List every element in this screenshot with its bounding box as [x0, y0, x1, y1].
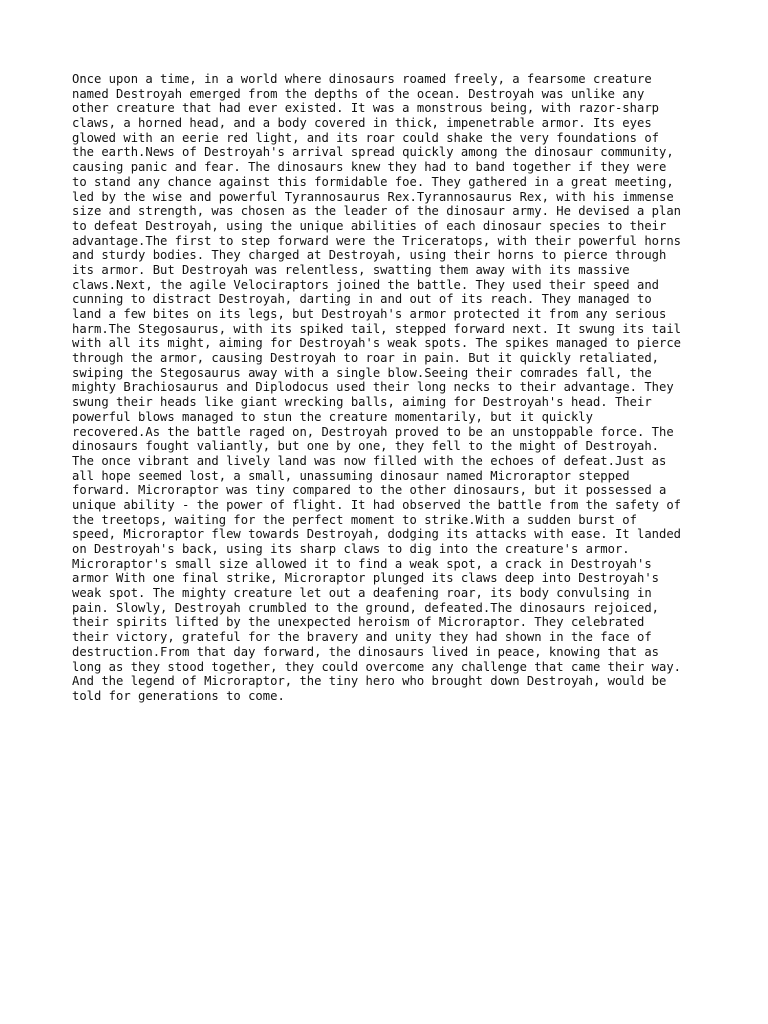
text-line: to stand any chance against this formidable foe. They gathered in a great meeting, [72, 174, 674, 189]
text-line: land a few bites on its legs, but Destroyah's armor protected it from any serious [72, 307, 667, 321]
text-line: armor With one final strike, Microraptor plunged its claws deep into Destroyah's [72, 571, 659, 586]
text-line: dinosaurs fought valiantly, but one by one, they fell to the might of Destroyah. [72, 439, 659, 454]
text-line: the earth.News of Destroyah's arrival spread quickly among the dinosaur community, [72, 145, 674, 160]
text-line: their spirits lifted by the unexpected heroism of Microraptor. They celebrated [72, 615, 645, 630]
text-line: claws.Next, the agile Velociraptors joined the battle. They used their speed and [72, 277, 659, 292]
text-line: mighty Brachiosaurus and Diplodocus used their long necks to their advantage. They [72, 380, 674, 395]
text-line: speed, Microraptor flew towards Destroyah, dodging its attacks with ease. It landed [72, 527, 682, 542]
text-line: their victory, grateful for the bravery and unity they had shown in the face of [72, 630, 652, 645]
text-line: advantage.The first to step forward were the Triceratops, with their powerful horns [72, 233, 682, 248]
story-text [72, 72, 702, 704]
text-line: glowed with an eerie red light, and its roar could shake the very foundations of [72, 130, 659, 145]
text-line: powerful blows managed to stun the creature momentarily, but it quickly [72, 409, 593, 424]
text-line: claws, a horned head, and a body covered in thick, impenetrable armor. Its eyes [72, 116, 652, 131]
text-line: cunning to distract Destroyah, darting in and out of its reach. They managed to [72, 292, 652, 307]
text-line: with all its might, aiming for Destroyah's weak spots. The spikes managed to pierce [72, 336, 682, 351]
text-line: the treetops, waiting for the perfect moment to strike.With a sudden burst of [72, 512, 637, 527]
text-line: Once upon a time, in a world where dinosaurs roamed freely, a fearsome creature [72, 72, 652, 86]
text-line: weak spot. The mighty creature let out a deafening roar, its body convulsing in [72, 586, 652, 601]
text-line: on Destroyah's back, using its sharp claws to dig into the creature's armor. [72, 542, 630, 556]
text-line: told for generations to come. [72, 688, 285, 703]
text-line: recovered.As the battle raged on, Destroyah proved to be an unstoppable force. The [72, 424, 674, 439]
text-line: unique ability - the power of flight. It had observed the battle from the safety of [72, 497, 682, 512]
text-line: and sturdy bodies. They charged at Destroyah, using their horns to pierce through [72, 248, 667, 263]
text-line: harm.The Stegosaurus, with its spiked tail, stepped forward next. It swung its tail [72, 321, 682, 336]
text-line: causing panic and fear. The dinosaurs knew they had to band together if they were [72, 160, 667, 175]
text-line: all hope seemed lost, a small, unassuming dinosaur named Microraptor stepped [72, 468, 630, 483]
text-line: The once vibrant and lively land was now filled with the echoes of defeat.Just as [72, 453, 667, 468]
text-line: named Destroyah emerged from the depths of the ocean. Destroyah was unlike any [72, 86, 645, 101]
text-line: to defeat Destroyah, using the unique abilities of each dinosaur species to their [72, 218, 667, 233]
text-line: long as they stood together, they could overcome any challenge that came their way. [72, 659, 682, 674]
text-line: forward. Microraptor was tiny compared to the other dinosaurs, but it possessed a [72, 483, 667, 498]
text-line: size and strength, was chosen as the leader of the dinosaur army. He devised a plan [72, 204, 682, 219]
text-line: pain. Slowly, Destroyah crumbled to the ground, defeated.The dinosaurs rejoiced, [72, 600, 659, 615]
text-line: And the legend of Microraptor, the tiny hero who brought down Destroyah, would be [72, 674, 667, 689]
text-line: destruction.From that day forward, the dinosaurs lived in peace, knowing that as [72, 644, 659, 659]
text-line: Microraptor's small size allowed it to find a weak spot, a crack in Destroyah's [72, 556, 652, 571]
text-line: its armor. But Destroyah was relentless, swatting them away with its massive [72, 262, 630, 277]
text-line: other creature that had ever existed. It was a monstrous being, with razor-sharp [72, 101, 659, 116]
text-line: swung their heads like giant wrecking balls, aiming for Destroyah's head. Their [72, 395, 652, 410]
text-line: led by the wise and powerful Tyrannosaurus Rex.Tyrannosaurus Rex, with his immense [72, 189, 674, 204]
text-line: through the armor, causing Destroyah to roar in pain. But it quickly retaliated, [72, 351, 659, 366]
text-line: swiping the Stegosaurus away with a single blow.Seeing their comrades fall, the [72, 365, 652, 380]
